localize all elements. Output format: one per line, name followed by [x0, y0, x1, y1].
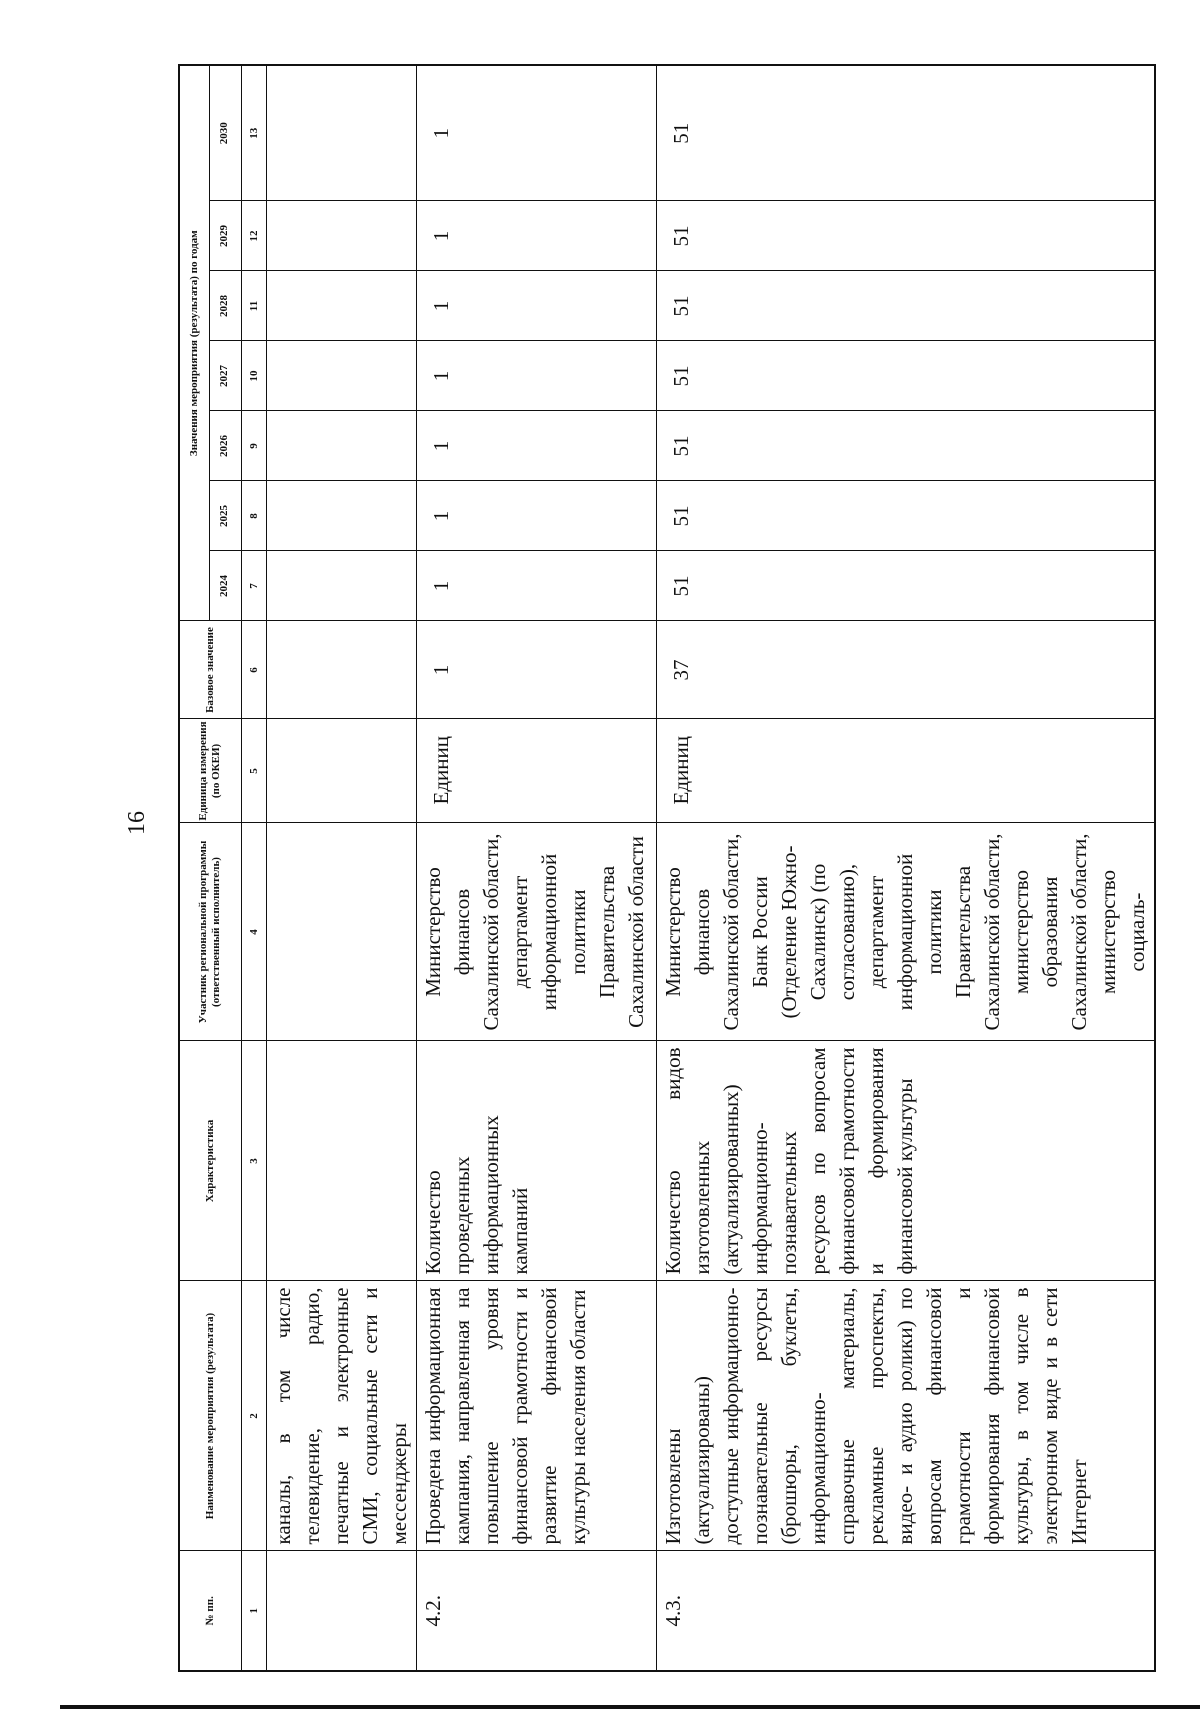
column-number: 9	[241, 411, 266, 481]
header-year: 2024	[209, 551, 241, 621]
column-number: 13	[241, 65, 266, 201]
row-value: 1	[416, 481, 656, 551]
table-container	[178, 66, 1149, 1672]
row-value: 1	[416, 201, 656, 271]
row-name: Изготовлены (актуализированы) доступные информационно-познавательные ресурсы (брошюры, буклеты, информационно-справочные материалы, рекламные проспекты, видео- и аудио ролики) по вопросам финансовой грамотности и формирования финансовой культуры, в том числе в электронном виде и в сети Интернет	[656, 1281, 1155, 1551]
row-unit	[266, 719, 416, 823]
bottom-scan-edge	[60, 1705, 1200, 1709]
row-value: 51	[656, 201, 1155, 271]
row-value: 51	[656, 341, 1155, 411]
column-number: 2	[241, 1281, 266, 1551]
column-number: 5	[241, 719, 266, 823]
row-participant: Министерство финансов Сахалинской области, департамент информационной политики Правительства Сахалинской области	[416, 823, 656, 1041]
header-base-value: Базовое значение	[179, 621, 241, 719]
column-number: 6	[241, 621, 266, 719]
row-num	[266, 1551, 416, 1671]
row-value	[266, 271, 416, 341]
row-value	[266, 341, 416, 411]
row-name: каналы, в том числе телевидение, радио, печатные и электронные СМИ, социальные сети и мессенджеры	[266, 1281, 416, 1551]
header-year: 2029	[209, 201, 241, 271]
header-year: 2025	[209, 481, 241, 551]
column-number: 7	[241, 551, 266, 621]
header-years-group: Значения мероприятия (результата) по годам	[179, 65, 209, 621]
row-value: 1	[416, 411, 656, 481]
row-num: 4.2.	[416, 1551, 656, 1671]
column-number: 11	[241, 271, 266, 341]
table-row	[416, 65, 656, 1671]
row-value: 51	[656, 481, 1155, 551]
column-number: 3	[241, 1041, 266, 1281]
row-value	[266, 65, 416, 201]
column-number: 8	[241, 481, 266, 551]
page-number: 16	[124, 811, 150, 835]
header-year: 2026	[209, 411, 241, 481]
column-number: 10	[241, 341, 266, 411]
header-year: 2027	[209, 341, 241, 411]
row-value: 51	[656, 271, 1155, 341]
row-value: 51	[656, 551, 1155, 621]
row-characteristic	[266, 1041, 416, 1281]
row-value: 1	[416, 341, 656, 411]
row-participant	[266, 823, 416, 1041]
row-num: 4.3.	[656, 1551, 1155, 1671]
row-value	[266, 551, 416, 621]
header-characteristic: Характеристика	[179, 1041, 241, 1281]
column-number: 4	[241, 823, 266, 1041]
row-value: 1	[416, 65, 656, 201]
row-base-value	[266, 621, 416, 719]
row-value	[266, 481, 416, 551]
table-row	[266, 65, 416, 1671]
header-year: 2030	[209, 65, 241, 201]
row-characteristic: Количество видов изготовленных (актуализированных) информационно-познавательных ресурсов по вопросам финансовой грамотности и формирования финансовой культуры	[656, 1041, 1155, 1281]
row-unit: Единиц	[416, 719, 656, 823]
column-number: 12	[241, 201, 266, 271]
header-name: Наименование мероприятия (результата)	[179, 1281, 241, 1551]
row-base-value: 1	[416, 621, 656, 719]
row-value: 1	[416, 551, 656, 621]
row-name: Проведена информационная кампания, направленная на повышение уровня финансовой грамотности и развитие финансовой культуры населения области	[416, 1281, 656, 1551]
header-year: 2028	[209, 271, 241, 341]
row-value: 51	[656, 65, 1155, 201]
row-unit: Единиц	[656, 719, 1155, 823]
column-number: 1	[241, 1551, 266, 1671]
row-value	[266, 201, 416, 271]
header-num: № пп.	[179, 1551, 241, 1671]
row-characteristic: Количество проведенных информационных кампаний	[416, 1041, 656, 1281]
header-unit: Единица измерения (по ОКЕИ)	[179, 719, 241, 823]
table-row	[656, 65, 1155, 1671]
row-value	[266, 411, 416, 481]
row-value: 1	[416, 271, 656, 341]
header-participant: Участник региональной программы (ответственный исполнитель)	[179, 823, 241, 1041]
program-measures-table	[178, 64, 1156, 1672]
row-base-value: 37	[656, 621, 1155, 719]
row-value: 51	[656, 411, 1155, 481]
column-number-row	[241, 65, 266, 1671]
row-participant: Министерство финансов Сахалинской области, Банк России (Отделение Южно-Сахалинск) (по согласованию), департамент информационной политики Правительства Сахалинской области, министерство образования Сахалинской области, министерство социаль-	[656, 823, 1155, 1041]
